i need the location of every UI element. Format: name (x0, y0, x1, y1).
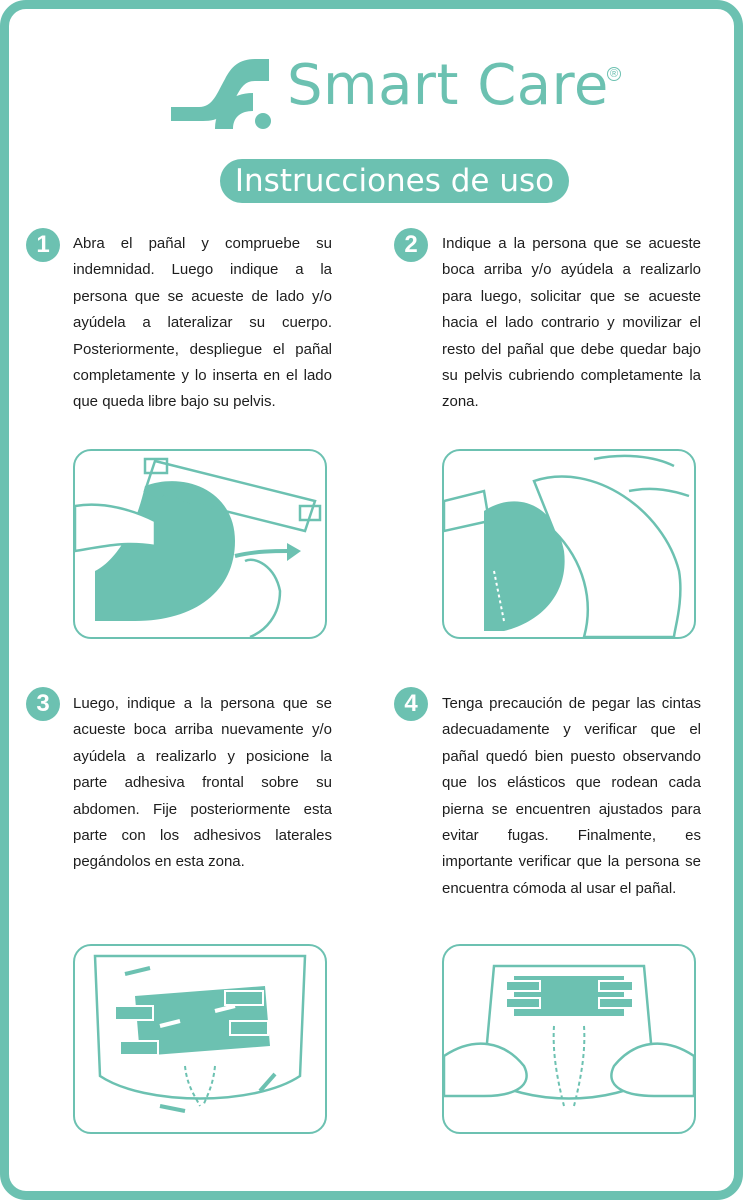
step-3-illustration (73, 944, 327, 1134)
step-3-badge: 3 (26, 687, 60, 721)
step-1-text: Abra el pañal y compruebe su indemnidad. Luego indique a la persona que se acueste de lado y/o ayúdela a lateralizar su cuerpo. Posteriormente, despliegue el pañal completamente y lo inserta en el lado que queda libre bajo su pelvis. (73, 235, 332, 411)
diaper-illustration-icon (75, 946, 325, 1132)
step-1-badge: 1 (26, 228, 60, 262)
diaper-illustration-icon (75, 451, 325, 637)
page-title: Instrucciones de uso (220, 159, 569, 203)
diaper-illustration-icon (444, 946, 694, 1132)
step-2-illustration (442, 449, 696, 639)
smart-care-logo-icon (169, 45, 279, 135)
step-2-text: Indique a la persona que se acueste boca arriba y/o ayúdela a realizarlo para luego, solicitar que se acueste hacia el lado contrario y movilizar el resto del pañal que debe quedar bajo su pelvis cubriendo completamente la zona. (442, 235, 701, 411)
step-3-text: Luego, indique a la persona que se acueste boca arriba nuevamente y/o ayúdela a realizarlo y posicione la parte adhesiva frontal sobre su abdomen. Fije posteriormente esta parte con los adhesivos laterales pegándolos en esta zona. (73, 695, 332, 871)
step-4-illustration (442, 944, 696, 1134)
brand-logo (169, 45, 629, 135)
brand-name: Smart Care (287, 53, 609, 118)
step-4-badge: 4 (394, 687, 428, 721)
step-4-text: Tenga precaución de pegar las cintas adecuadamente y verificar que el pañal quedó bien puesto observando que los elásticos que rodean cada pierna se encuentren ajustados para evitar fugas. Finalmente, es importante verificar que la persona se encuentra cómoda al usar el pañal. (442, 695, 701, 897)
diaper-illustration-icon (444, 451, 694, 637)
registered-mark: ® (607, 67, 621, 81)
step-1-illustration (73, 449, 327, 639)
step-2-badge: 2 (394, 228, 428, 262)
